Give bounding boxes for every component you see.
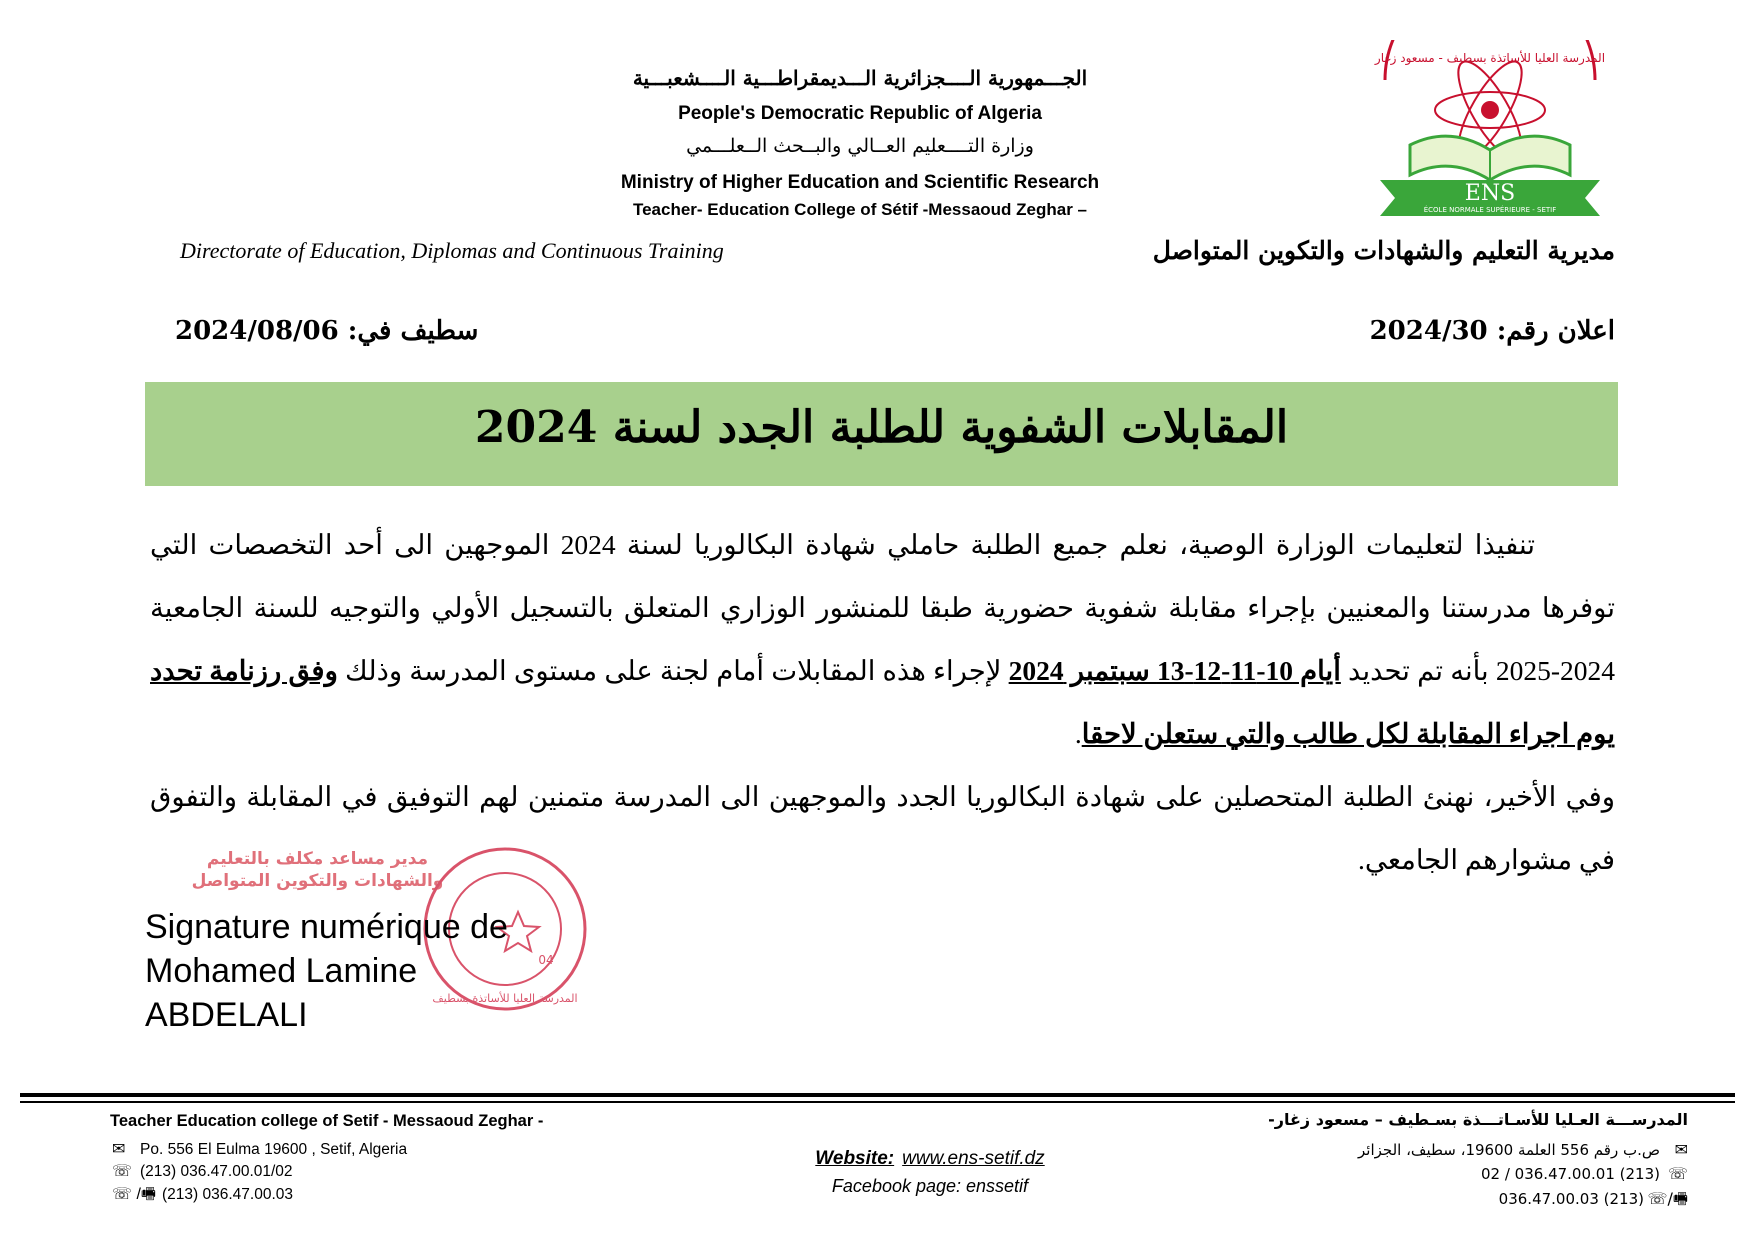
phone-icon: ☏ bbox=[112, 1163, 133, 1180]
seal-number: 04 bbox=[538, 953, 554, 967]
stamp-title-line1: مدير مساعد مكلف بالتعليم bbox=[206, 849, 429, 869]
footer-fax-en: ☏ /🖷 (213) 036.47.00.03 bbox=[112, 1183, 293, 1210]
p1-text-b: لإجراء هذه المقابلات أمام لجنة على مستوى المدرسة وذلك bbox=[337, 655, 1009, 686]
signature-line1: Signature numérique de bbox=[145, 908, 508, 946]
logo-subtext: ÉCOLE NORMALE SUPÉRIEURE - SETIF bbox=[1423, 206, 1557, 214]
page-title: المقابلات الشفوية للطلبة الجدد لسنة 2024 bbox=[474, 402, 1289, 453]
directorate-ar: مديرية التعليم والشهادات والتكوين المتواصل bbox=[1152, 236, 1615, 265]
header-republic-ar: الجـــمهورية الــــجزائرية الـــديمقراطـــية الــــشعبـــية bbox=[632, 66, 1088, 90]
envelope-icon: ✉ bbox=[112, 1141, 126, 1158]
signature-line3: ABDELALI bbox=[145, 996, 308, 1034]
header-college-en: Teacher- Education College of Sétif -Messaoud Zeghar – bbox=[632, 200, 1088, 219]
phone-icon: ☏ bbox=[1667, 1164, 1688, 1183]
envelope-icon: ✉ bbox=[1674, 1140, 1688, 1159]
ens-logo bbox=[1365, 40, 1615, 220]
announcement-label: اعلان رقم: bbox=[1496, 316, 1615, 346]
footer-fax-ar: 🖷/☏(213) 036.47.00.03 bbox=[1499, 1188, 1688, 1215]
announcement-body bbox=[150, 513, 1615, 891]
announcement-line bbox=[1370, 316, 1615, 346]
header-ministry-ar: وزارة التــــعليم العــالي والبــحث الــعلـــمي bbox=[686, 135, 1034, 157]
interview-days: أيام 10-11-12-13 سبتمبر 2024 bbox=[1008, 655, 1341, 686]
signature-line2: Mohamed Lamine bbox=[145, 952, 418, 990]
website-link[interactable]: www.ens-setif.dz bbox=[902, 1148, 1045, 1169]
paragraph-2: وفي الأخير، نهنئ الطلبة المتحصلين على شهادة البكالوريا الجدد والموجهين الى المدرسة متمنين لهم التوفيق في المقابلة والتفوق في مشوارهم الجامعي. bbox=[150, 781, 1615, 875]
place-label: سطيف في: bbox=[347, 316, 479, 346]
website-label: Website: bbox=[815, 1148, 895, 1169]
footer-address-en: ✉ Po. 556 El Eulma 19600 , Setif, Algeria bbox=[112, 1141, 408, 1158]
p1-text-a: تنفيذا لتعليمات الوزارة الوصية، نعلم جميع الطلبة حاملي شهادة البكالوريا لسنة 2024 الموجهين الى أحد التخصصات التي توفرها مدرستنا والمعنيين بإجراء مقابلة شفوية حضورية طبقا للمنشور الوزاري المتعلق بالتسجيل الأولي والتوجيه للسنة الجامعية 2024-2025 بأنه تم تحديد bbox=[150, 529, 1616, 686]
footer-college-ar: المدرســـة العـليا للأسـاتـــذة بسـطيف – مسعود زغار- bbox=[1268, 1110, 1688, 1129]
digital-signature bbox=[145, 905, 508, 1037]
p1-end: . bbox=[1074, 718, 1082, 749]
stamp-title-line2: والشهادات والتكوين المتواصل bbox=[191, 871, 444, 891]
footer-phone-en: ☏ (213) 036.47.00.01/02 bbox=[112, 1163, 293, 1180]
directorate-en: Directorate of Education, Diplomas and Continuous Training bbox=[180, 238, 724, 263]
header-ministry-en: Ministry of Higher Education and Scientific Research bbox=[620, 172, 1100, 193]
fax-icon: 🖷/☏ bbox=[1647, 1189, 1688, 1208]
logo-arc-text: المدرسة العليا للأساتذة بسطيف - مسعود زغار bbox=[1374, 51, 1606, 65]
schedule-note: وفق رزنامة تحدد يوم اجراء المقابلة لكل طالب والتي ستعلن لاحقا bbox=[150, 655, 1615, 749]
footer-divider-thin bbox=[20, 1101, 1735, 1103]
date-value: 2024/08/06 bbox=[175, 316, 339, 346]
header-republic-en: People's Democratic Republic of Algeria bbox=[678, 103, 1042, 124]
title-banner bbox=[145, 382, 1618, 486]
paragraph-1 bbox=[150, 513, 1615, 765]
stamp-title bbox=[180, 848, 455, 892]
footer-address-ar: ✉ص.ب رقم 556 العلمة 19600، سطيف، الجزائر bbox=[1358, 1140, 1688, 1159]
fax-icon: ☏ /🖷 bbox=[112, 1186, 157, 1203]
footer-college-en: Teacher Education college of Setif - Messaoud Zeghar - bbox=[110, 1112, 544, 1130]
footer-website bbox=[760, 1148, 1100, 1170]
logo-text: ENS bbox=[1464, 181, 1516, 206]
footer-facebook: Facebook page: enssetif bbox=[831, 1176, 1029, 1196]
announcement-number: 2024/30 bbox=[1369, 316, 1488, 346]
footer-phone-ar: ☏(213) 036.47.00.01 / 02 bbox=[1480, 1164, 1688, 1183]
date-line bbox=[175, 316, 478, 346]
footer-divider-thick bbox=[20, 1093, 1735, 1097]
seal-text: المدرسة العليا للأساتذة بسطيف bbox=[432, 992, 578, 1005]
